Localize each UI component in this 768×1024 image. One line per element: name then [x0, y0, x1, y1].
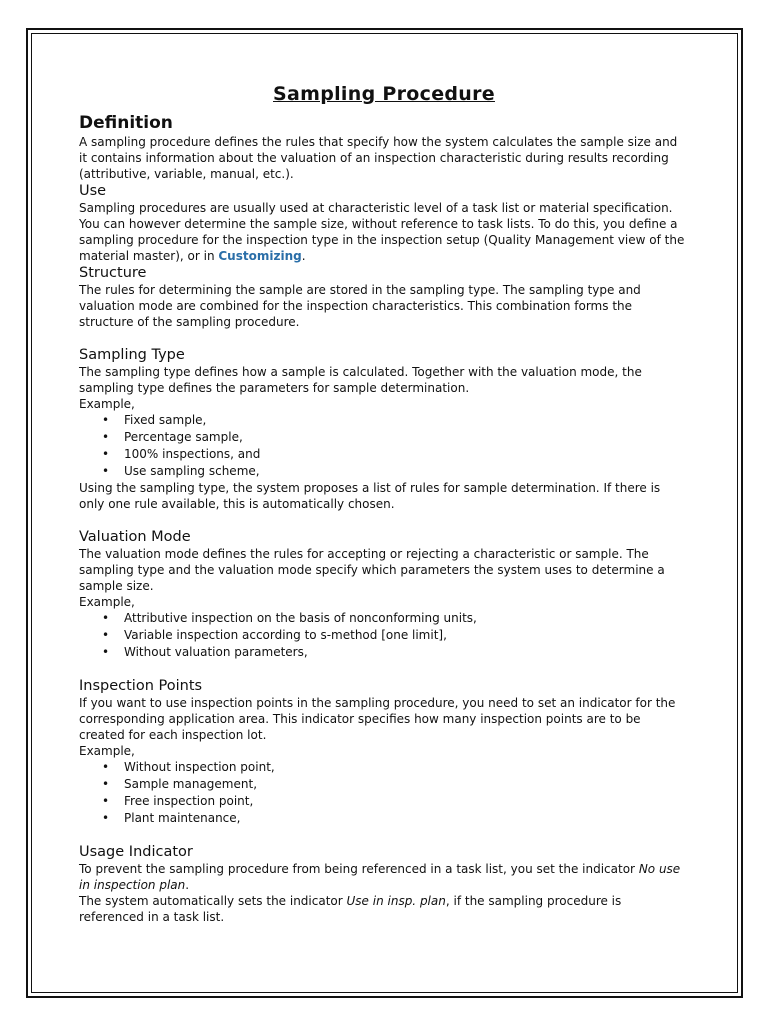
- usage-indicator-text-1: To prevent the sampling procedure from being referenced in a task list, you set the indicator No use in inspection plan.: [79, 862, 681, 892]
- use-heading: Use: [79, 183, 107, 199]
- page-title: Sampling Procedure: [273, 83, 495, 105]
- usage-indicator-text-2: The system automatically sets the indicator Use in insp. plan, if the sampling procedure is referenced in a task list.: [79, 894, 622, 924]
- usage-indicator-heading: Usage Indicator: [79, 844, 193, 860]
- list-item: • Percentage sample,: [102, 430, 243, 444]
- inspection-points-list: [79, 759, 689, 827]
- sampling-type-heading: Sampling Type: [79, 347, 185, 363]
- definition-heading: Definition: [79, 113, 173, 133]
- customizing-link[interactable]: Customizing: [218, 249, 302, 263]
- valuation-mode-example: Example,: [79, 595, 135, 609]
- document-body: [79, 82, 689, 925]
- sampling-type-list: [79, 412, 689, 480]
- list-item: • Plant maintenance,: [102, 811, 241, 825]
- definition-text: A sampling procedure defines the rules that specify how the system calculates the sample size and it contains information about the valuation of an inspection characteristic during results recording (attributive, variable, manual, etc.).: [79, 135, 678, 181]
- list-item: • Without valuation parameters,: [102, 645, 308, 659]
- valuation-mode-heading: Valuation Mode: [79, 529, 191, 545]
- use-text: Sampling procedures are usually used at characteristic level of a task list or material specification. You can however determine the sample size, without reference to task lists. To do this, you define a sampling procedure for the inspection type in the inspection setup (Quality Management view of the material master), or in Customizing.: [79, 201, 685, 263]
- inspection-points-example: Example,: [79, 744, 135, 758]
- list-item: • Attributive inspection on the basis of nonconforming units,: [102, 611, 477, 625]
- list-item: • Variable inspection according to s-method [one limit],: [102, 628, 447, 642]
- inspection-points-text: If you want to use inspection points in the sampling procedure, you need to set an indicator for the corresponding application area. This indicator specifies how many inspection points are to be created for each inspection lot.: [79, 696, 676, 742]
- list-item: • Sample management,: [102, 777, 258, 791]
- sampling-type-text: The sampling type defines how a sample is calculated. Together with the valuation mode, the sampling type defines the parameters for sample determination.: [79, 365, 642, 395]
- sampling-type-after: Using the sampling type, the system proposes a list of rules for sample determination. If there is only one rule available, this is automatically chosen.: [79, 481, 661, 511]
- list-item: • Without inspection point,: [102, 760, 275, 774]
- list-item: • Use sampling scheme,: [102, 464, 260, 478]
- inspection-points-heading: Inspection Points: [79, 678, 203, 694]
- list-item: • 100% inspections, and: [102, 447, 261, 461]
- list-item: • Fixed sample,: [102, 413, 207, 427]
- sampling-type-example: Example,: [79, 397, 135, 411]
- valuation-mode-text: The valuation mode defines the rules for accepting or rejecting a characteristic or sample. The sampling type and the valuation mode specify which parameters the system uses to determine a sample size.: [79, 547, 665, 593]
- structure-text: The rules for determining the sample are stored in the sampling type. The sampling type and valuation mode are combined for the inspection characteristics. This combination forms the structure of the sampling procedure.: [79, 283, 641, 329]
- structure-heading: Structure: [79, 265, 147, 281]
- valuation-mode-list: [79, 610, 689, 661]
- list-item: • Free inspection point,: [102, 794, 254, 808]
